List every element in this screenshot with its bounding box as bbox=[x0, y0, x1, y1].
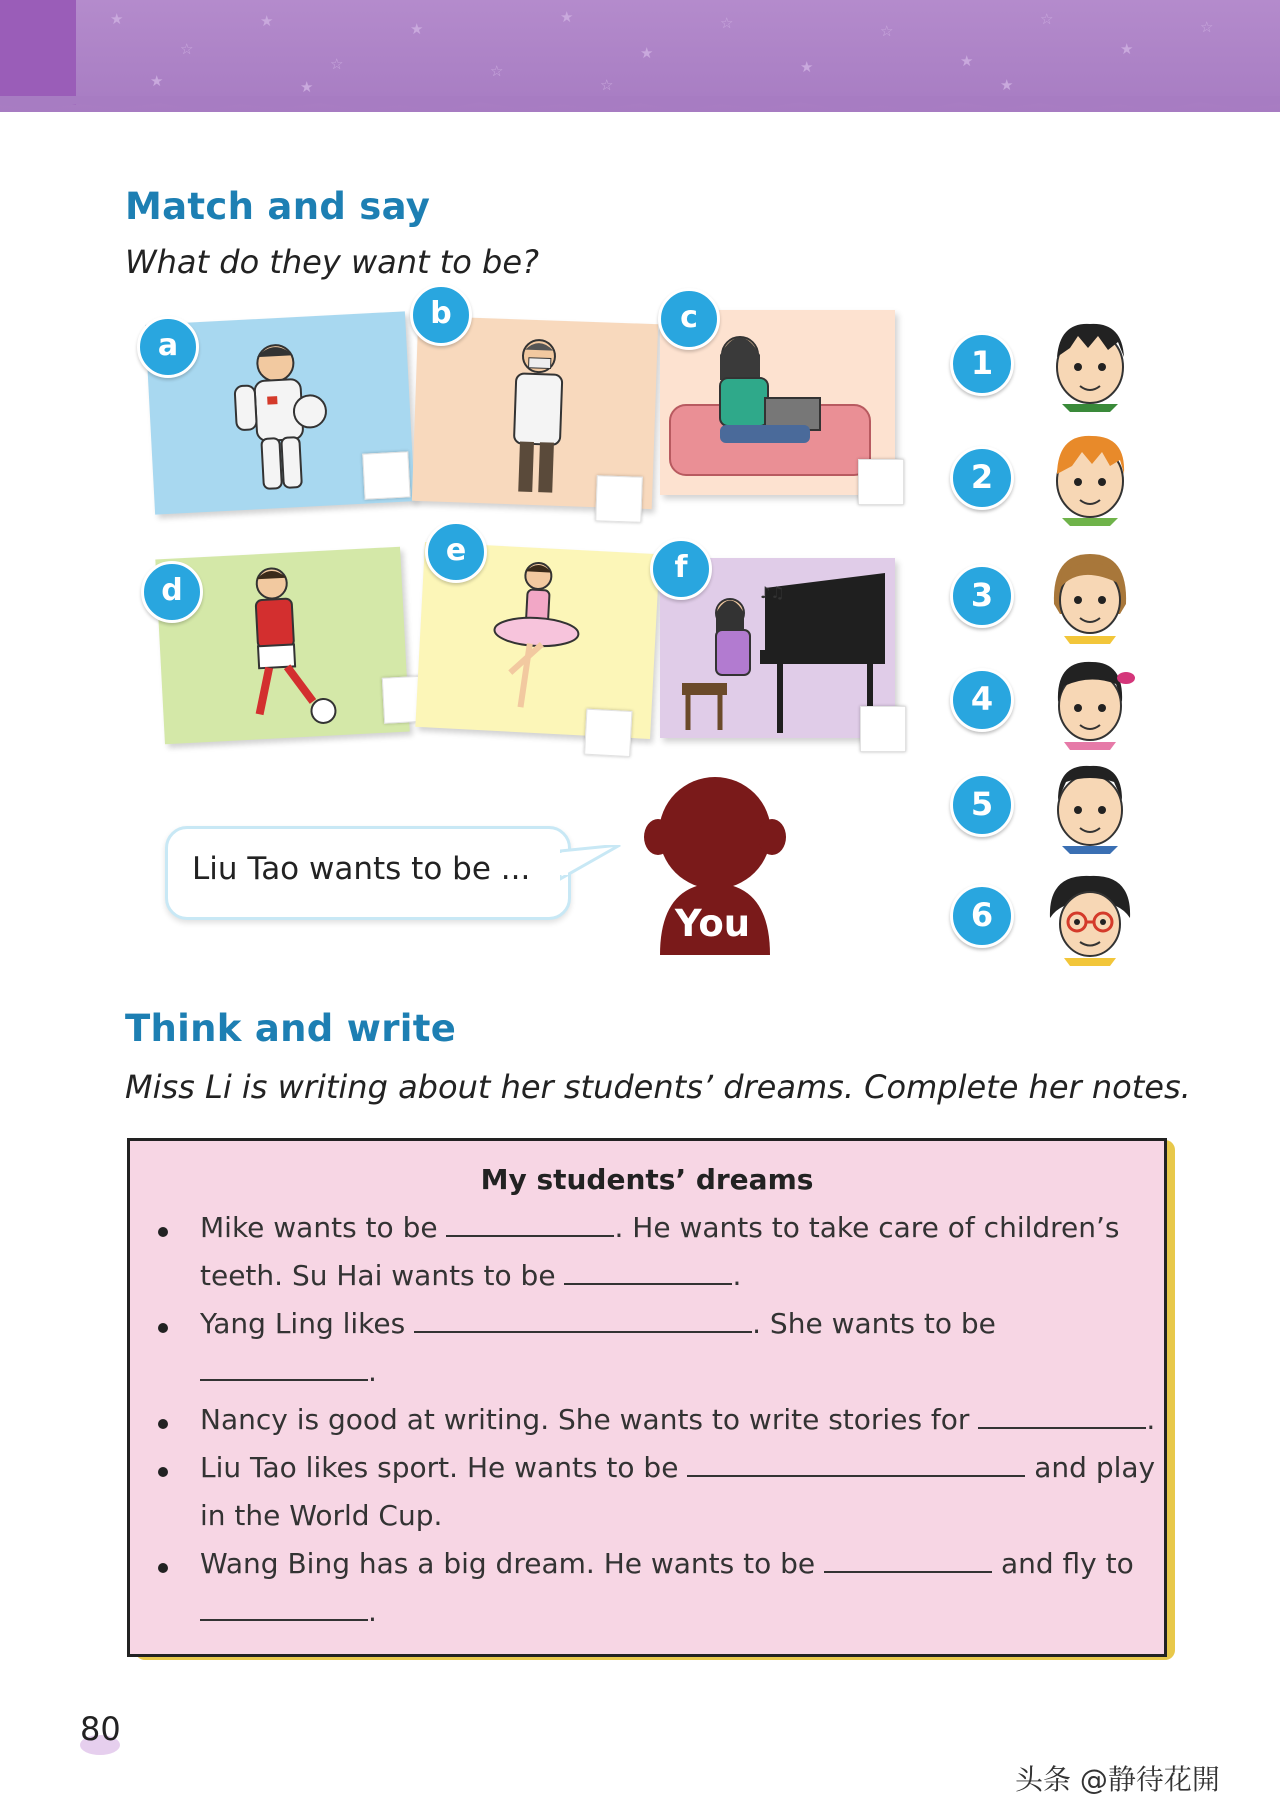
match-and-say-heading: Match and say bbox=[125, 185, 431, 228]
face-4-girl bbox=[1040, 650, 1140, 750]
note-line-3 bbox=[200, 1307, 996, 1340]
note-text: and fly to bbox=[1000, 1547, 1134, 1580]
blank-su-hai-job[interactable] bbox=[564, 1259, 732, 1285]
you-label: You bbox=[674, 902, 751, 945]
banner-tab bbox=[0, 0, 76, 105]
number-badge-2: 2 bbox=[950, 446, 1014, 510]
face-1-boy bbox=[1040, 312, 1140, 412]
number-badge-4: 4 bbox=[950, 668, 1014, 732]
number-badge-5: 5 bbox=[950, 773, 1014, 837]
answer-box-e[interactable] bbox=[584, 709, 632, 757]
note-text: . bbox=[732, 1259, 742, 1292]
face-2-boy bbox=[1040, 426, 1140, 526]
notes-box bbox=[127, 1138, 1167, 1657]
note-line-1 bbox=[200, 1211, 1120, 1244]
bullet bbox=[158, 1419, 168, 1429]
bullet bbox=[158, 1227, 168, 1237]
svg-text:♪♫: ♪♫ bbox=[760, 583, 785, 602]
note-line-2 bbox=[200, 1259, 741, 1292]
note-line-6 bbox=[200, 1451, 1155, 1484]
note-text: . bbox=[368, 1595, 377, 1628]
note-text: . She wants to be bbox=[752, 1307, 996, 1340]
note-line-7 bbox=[200, 1499, 442, 1532]
note-line-9 bbox=[200, 1595, 377, 1628]
answer-box-b[interactable] bbox=[595, 475, 643, 523]
note-line-5 bbox=[200, 1403, 1155, 1436]
speech-bubble bbox=[165, 826, 571, 920]
blank-yang-ling-likes[interactable] bbox=[414, 1307, 752, 1333]
letter-badge-a: a bbox=[137, 316, 199, 378]
page-number: 80 bbox=[80, 1710, 121, 1748]
match-and-say-instruction: What do they want to be? bbox=[125, 243, 539, 281]
blank-yang-ling-job[interactable] bbox=[200, 1355, 368, 1381]
note-text: in the World Cup. bbox=[200, 1499, 443, 1532]
header-banner: ★ ☆ ★ ☆ ★ ☆ ★ ★ ☆ ★ ☆ ★ ☆ ★ ☆ ★ ★ ☆ ★ bbox=[0, 0, 1280, 112]
note-text: Yang Ling likes bbox=[200, 1307, 406, 1340]
number-badge-1: 1 bbox=[950, 332, 1014, 396]
speech-bubble-tail bbox=[560, 845, 622, 885]
answer-box-c[interactable] bbox=[858, 459, 904, 505]
answer-box-a[interactable] bbox=[362, 451, 410, 499]
bullet bbox=[158, 1467, 168, 1477]
face-6-girl-glasses bbox=[1040, 866, 1140, 966]
letter-badge-c: c bbox=[658, 288, 720, 350]
letter-badge-f: f bbox=[650, 538, 712, 600]
note-text: Nancy is good at writing. She wants to write stories for bbox=[200, 1403, 970, 1436]
blank-wang-bing-destination[interactable] bbox=[200, 1595, 368, 1621]
bullet bbox=[158, 1323, 168, 1333]
note-text: Mike wants to be bbox=[200, 1211, 438, 1244]
note-text: . bbox=[1146, 1403, 1156, 1436]
face-5-boy bbox=[1040, 754, 1140, 854]
number-badge-6: 6 bbox=[950, 884, 1014, 948]
notes-title: My students’ dreams bbox=[480, 1163, 814, 1196]
note-text: Liu Tao likes sport. He wants to be bbox=[200, 1451, 679, 1484]
note-line-4 bbox=[200, 1355, 377, 1388]
note-text: . He wants to take care of children’s bbox=[614, 1211, 1120, 1244]
note-text: Wang Bing has a big dream. He wants to be bbox=[200, 1547, 816, 1580]
number-badge-3: 3 bbox=[950, 564, 1014, 628]
letter-badge-e: e bbox=[425, 521, 487, 583]
blank-wang-bing-job[interactable] bbox=[824, 1547, 992, 1573]
speech-bubble-text: Liu Tao wants to be ... bbox=[192, 851, 531, 887]
banner-torn-edge bbox=[0, 96, 1280, 118]
note-text: and play bbox=[1034, 1451, 1156, 1484]
note-text: . bbox=[368, 1355, 377, 1388]
face-3-girl bbox=[1040, 544, 1140, 644]
letter-badge-d: d bbox=[141, 561, 203, 623]
letter-badge-b: b bbox=[410, 284, 472, 346]
bullet bbox=[158, 1563, 168, 1573]
think-and-write-heading: Think and write bbox=[125, 1007, 457, 1050]
think-and-write-instruction: Miss Li is writing about her students’ dreams. Complete her notes. bbox=[125, 1068, 1191, 1106]
note-line-8 bbox=[200, 1547, 1134, 1580]
blank-mike-job[interactable] bbox=[446, 1211, 614, 1237]
watermark: 头条 @静待花開 bbox=[1015, 1763, 1220, 1796]
note-text: teeth. Su Hai wants to be bbox=[200, 1259, 556, 1292]
answer-box-f[interactable] bbox=[860, 706, 906, 752]
blank-nancy-readers[interactable] bbox=[978, 1403, 1146, 1429]
blank-liu-tao-job[interactable] bbox=[687, 1451, 1025, 1477]
